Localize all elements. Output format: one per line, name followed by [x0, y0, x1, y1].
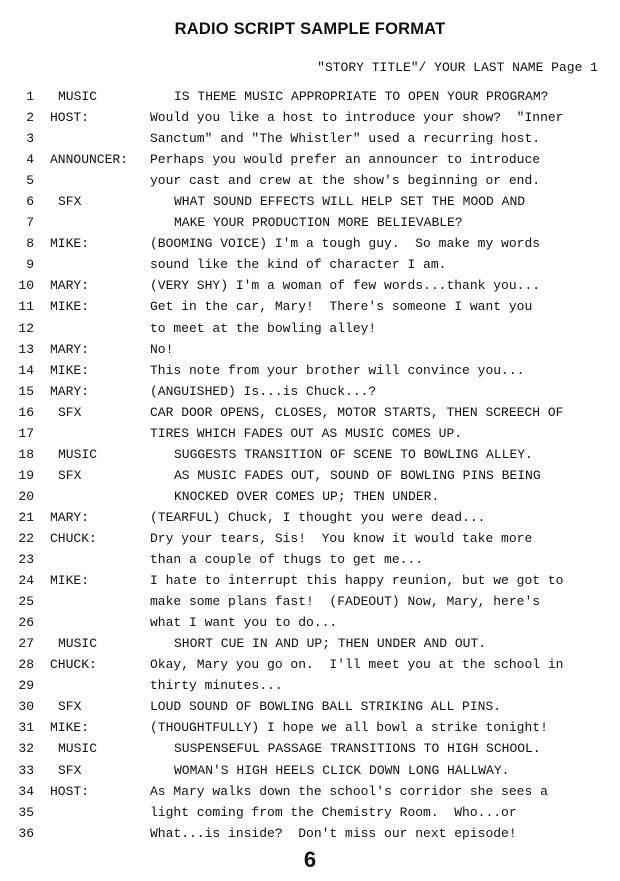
speaker-label: MUSIC — [58, 741, 98, 757]
line-text: Okay, Mary you go on. I'll meet you at the school in — [150, 657, 564, 673]
speaker-label: CHUCK: — [50, 530, 97, 546]
script-line — [0, 128, 620, 149]
line-number: 29 — [18, 678, 34, 694]
line-text: Get in the car, Mary! There's someone I want you — [150, 299, 533, 315]
line-text: (ANGUISHED) Is...is Chuck...? — [150, 383, 377, 399]
line-text: than a couple of thugs to get me... — [150, 552, 424, 568]
speaker-label: MUSIC — [58, 89, 98, 104]
document-title: RADIO SCRIPT SAMPLE FORMAT — [174, 20, 446, 38]
line-number: 5 — [26, 173, 34, 189]
script-line — [0, 465, 620, 486]
script-line — [0, 86, 620, 107]
line-number: 24 — [18, 573, 34, 589]
line-number: 14 — [18, 362, 34, 378]
script-line — [0, 654, 620, 675]
script-line — [0, 528, 620, 549]
line-text: AS MUSIC FADES OUT, SOUND OF BOWLING PINS BEING — [174, 467, 541, 483]
line-number: 3 — [26, 131, 34, 147]
script-line — [0, 823, 620, 844]
line-number: 7 — [26, 215, 34, 231]
script-line — [0, 170, 620, 191]
line-number: 22 — [18, 530, 34, 546]
line-number: 15 — [18, 383, 34, 399]
speaker-label: MARY: — [50, 341, 90, 357]
script-line — [0, 675, 620, 696]
script-line — [0, 360, 620, 381]
speaker-label: HOST: — [50, 110, 90, 126]
line-text: As Mary walks down the school's corridor she sees a — [150, 783, 548, 799]
speaker-label: SFX — [58, 699, 82, 715]
line-number: 8 — [26, 236, 34, 252]
speaker-label: MIKE: — [50, 299, 90, 315]
line-number: 23 — [18, 552, 34, 568]
script-line — [0, 781, 620, 802]
line-number: 10 — [18, 278, 34, 294]
script-line — [0, 318, 620, 339]
line-text: SHORT CUE IN AND UP; THEN UNDER AND OUT. — [174, 636, 487, 652]
script-line — [0, 760, 620, 781]
line-text: thirty minutes... — [150, 678, 283, 694]
script-line — [0, 444, 620, 465]
script-line — [0, 612, 620, 633]
line-number: 1 — [26, 89, 34, 104]
line-number: 28 — [18, 657, 34, 673]
speaker-label: MUSIC — [58, 636, 98, 652]
line-number: 30 — [18, 699, 34, 715]
line-number: 34 — [18, 783, 34, 799]
script-line — [0, 191, 620, 212]
script-line — [0, 254, 620, 275]
line-number: 4 — [26, 152, 34, 168]
line-number: 9 — [26, 257, 34, 273]
speaker-label: MIKE: — [50, 362, 90, 378]
script-line — [0, 591, 620, 612]
speaker-label: MUSIC — [58, 446, 98, 462]
line-text: No! — [150, 341, 174, 357]
line-number: 32 — [18, 741, 34, 757]
page-header: "STORY TITLE"/ YOUR LAST NAME Page 1 — [317, 60, 598, 75]
line-number: 6 — [26, 194, 34, 210]
speaker-label: SFX — [58, 762, 82, 778]
script-line — [0, 233, 620, 254]
line-number: 13 — [18, 341, 34, 357]
speaker-label: MIKE: — [50, 720, 90, 736]
line-text: WOMAN'S HIGH HEELS CLICK DOWN LONG HALLWAY. — [174, 762, 510, 778]
speaker-label: SFX — [58, 194, 82, 210]
line-number: 36 — [18, 825, 34, 841]
line-number: 16 — [18, 404, 34, 420]
line-text: light coming from the Chemistry Room. Who...or — [150, 804, 517, 820]
speaker-label: MARY: — [50, 278, 90, 294]
line-text: Dry your tears, Sis! You know it would take more — [150, 530, 533, 546]
script-line — [0, 149, 620, 170]
line-number: 35 — [18, 804, 34, 820]
script-line — [0, 570, 620, 591]
line-number: 12 — [18, 320, 34, 336]
line-text: make some plans fast! (FADEOUT) Now, Mary, here's — [150, 594, 541, 610]
script-line — [0, 296, 620, 317]
speaker-label: MARY: — [50, 509, 90, 525]
script-line — [0, 802, 620, 823]
speaker-label: CHUCK: — [50, 657, 97, 673]
line-text: IS THEME MUSIC APPROPRIATE TO OPEN YOUR PROGRAM? — [174, 89, 549, 104]
speaker-label: MIKE: — [50, 573, 90, 589]
line-text: (TEARFUL) Chuck, I thought you were dead... — [150, 509, 486, 525]
speaker-label: SFX — [58, 404, 82, 420]
line-text: Would you like a host to introduce your show? "Inner — [150, 110, 564, 126]
line-text: I hate to interrupt this happy reunion, but we got to — [150, 573, 564, 589]
line-number: 25 — [18, 594, 34, 610]
line-text: your cast and crew at the show's beginning or end. — [150, 173, 541, 189]
line-number: 18 — [18, 446, 34, 462]
line-text: SUGGESTS TRANSITION OF SCENE TO BOWLING ALLEY. — [174, 446, 533, 462]
line-text: WHAT SOUND EFFECTS WILL HELP SET THE MOOD AND — [174, 194, 526, 210]
script-line — [0, 633, 620, 654]
line-text: This note from your brother will convince you... — [150, 362, 525, 378]
script-line — [0, 507, 620, 528]
speaker-label: MARY: — [50, 383, 90, 399]
line-number: 2 — [26, 110, 34, 126]
line-text: KNOCKED OVER COMES UP; THEN UNDER. — [174, 488, 440, 504]
line-text: to meet at the bowling alley! — [150, 320, 377, 336]
line-text: CAR DOOR OPENS, CLOSES, MOTOR STARTS, THEN SCREECH OF — [150, 404, 564, 420]
line-text: (BOOMING VOICE) I'm a tough guy. So make my words — [150, 236, 541, 252]
speaker-label: HOST: — [50, 783, 90, 799]
script-line — [0, 212, 620, 233]
speaker-label: ANNOUNCER: — [50, 152, 129, 168]
line-number: 19 — [18, 467, 34, 483]
script-line — [0, 696, 620, 717]
speaker-label: MIKE: — [50, 236, 90, 252]
script-line — [0, 738, 620, 759]
script-line — [0, 339, 620, 360]
line-number: 17 — [18, 425, 34, 441]
line-text: Sanctum" and "The Whistler" used a recurring host. — [150, 131, 541, 147]
page-number: 6 — [303, 847, 317, 872]
speaker-label: SFX — [58, 467, 82, 483]
script-body — [0, 86, 620, 844]
line-number: 27 — [18, 636, 34, 652]
line-number: 33 — [18, 762, 34, 778]
line-number: 11 — [18, 299, 34, 315]
line-text: SUSPENSEFUL PASSAGE TRANSITIONS TO HIGH SCHOOL. — [174, 741, 541, 757]
line-text: MAKE YOUR PRODUCTION MORE BELIEVABLE? — [174, 215, 463, 231]
line-number: 26 — [18, 615, 34, 631]
script-line — [0, 549, 620, 570]
script-line — [0, 107, 620, 128]
script-line — [0, 423, 620, 444]
line-text: TIRES WHICH FADES OUT AS MUSIC COMES UP. — [150, 425, 463, 441]
script-line — [0, 402, 620, 423]
line-text: sound like the kind of character I am. — [150, 257, 447, 273]
line-text: what I want you to do... — [150, 615, 338, 631]
line-number: 20 — [18, 488, 34, 504]
line-number: 31 — [18, 720, 34, 736]
script-line — [0, 275, 620, 296]
line-number: 21 — [18, 509, 34, 525]
line-text: (VERY SHY) I'm a woman of few words...thank you... — [150, 278, 541, 294]
line-text: What...is inside? Don't miss our next episode! — [150, 825, 517, 841]
line-text: (THOUGHTFULLY) I hope we all bowl a strike tonight! — [150, 720, 548, 736]
script-line — [0, 486, 620, 507]
script-line — [0, 717, 620, 738]
line-text: Perhaps you would prefer an announcer to introduce — [150, 152, 541, 168]
script-line — [0, 381, 620, 402]
line-text: LOUD SOUND OF BOWLING BALL STRIKING ALL PINS. — [150, 699, 502, 715]
